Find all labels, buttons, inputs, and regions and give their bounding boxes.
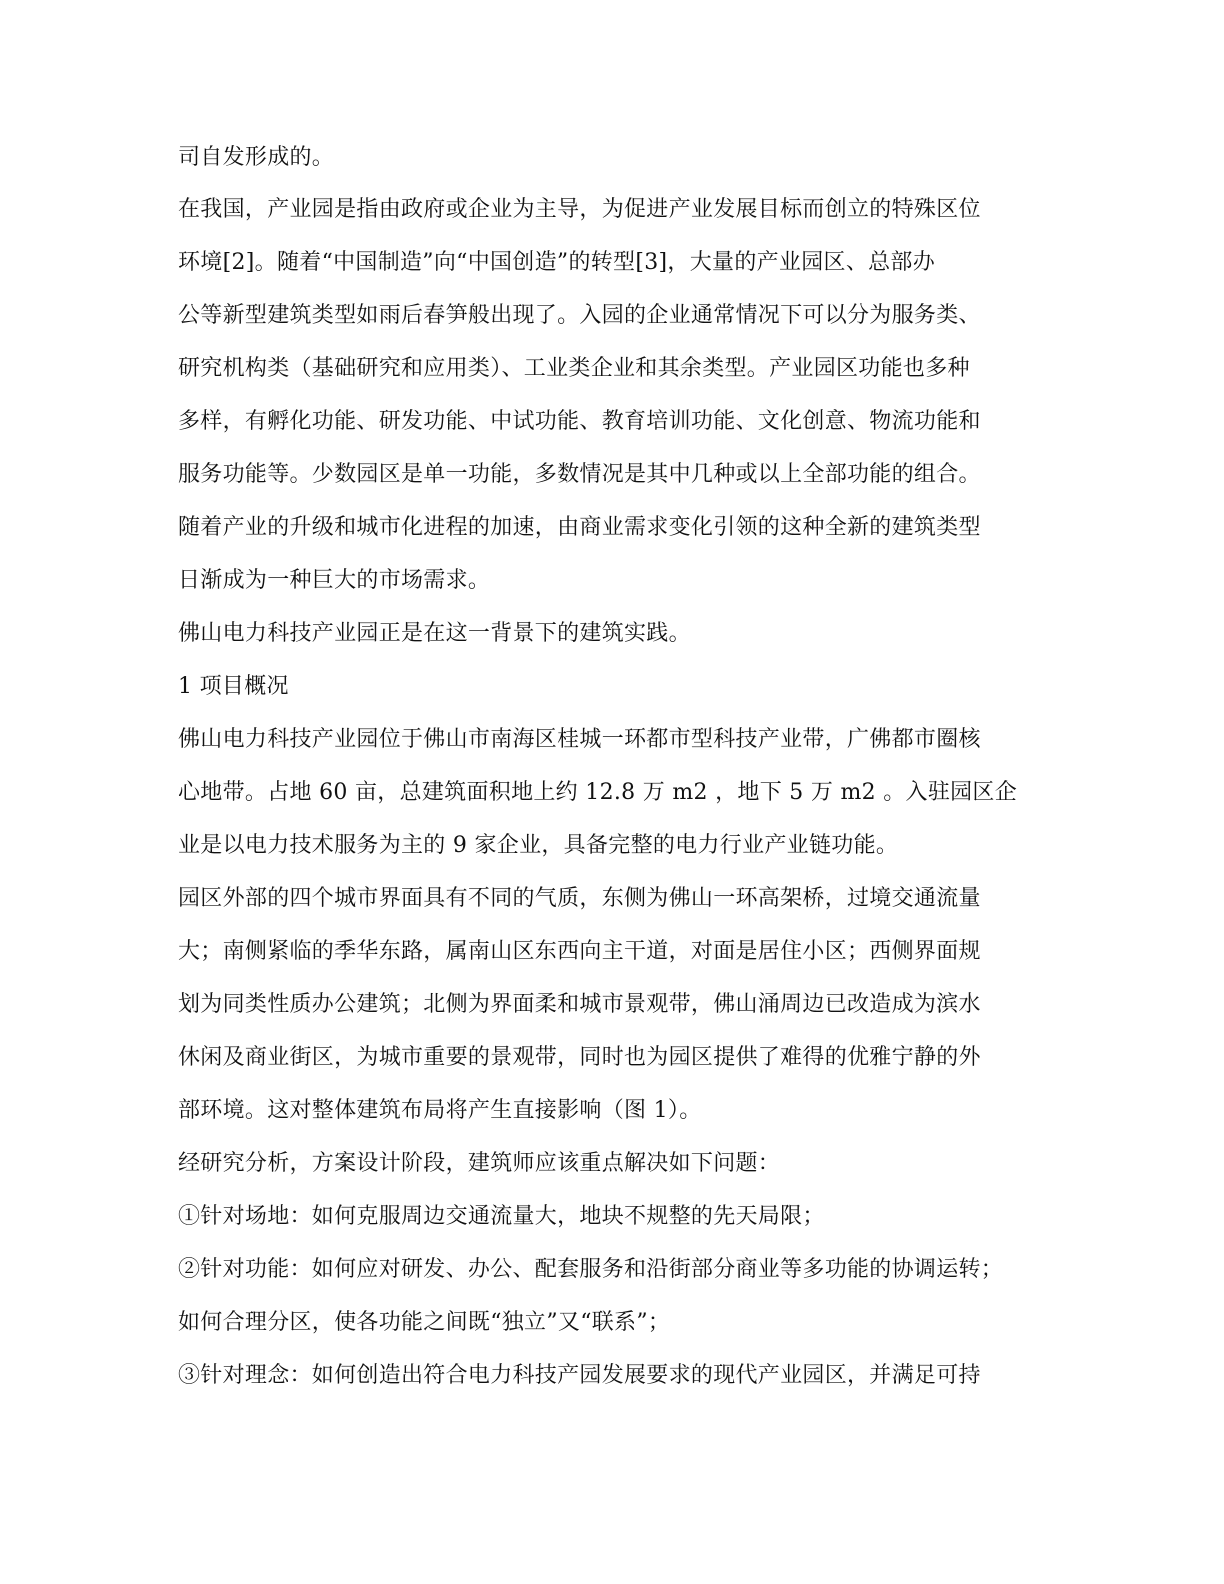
text-line: 司自发形成的。 — [178, 145, 335, 170]
text-line: 园区外部的四个城市界面具有不同的气质，东侧为佛山一环高架桥，过境交通流量 — [178, 886, 981, 911]
text-line: 佛山电力科技产业园正是在这一背景下的建筑实践。 — [178, 621, 691, 646]
text-line: 划为同类性质办公建筑；北侧为界面柔和城市景观带，佛山涌周边已改造成为滨水 — [178, 992, 981, 1017]
text-line: 在我国，产业园是指由政府或企业为主导，为促进产业发展目标而创立的特殊区位 — [178, 197, 981, 222]
text-line: 日渐成为一种巨大的市场需求。 — [178, 568, 491, 593]
text-line: 公等新型建筑类型如雨后春笋般出现了。入园的企业通常情况下可以分为服务类、 — [178, 303, 981, 328]
text-line: 佛山电力科技产业园位于佛山市南海区桂城一环都市型科技产业带，广佛都市圈核 — [178, 727, 981, 752]
text-line: 环境[2]。随着“中国制造”向“中国创造”的转型[3]，大量的产业园区、总部办 — [178, 250, 936, 275]
text-line: 服务功能等。少数园区是单一功能，多数情况是其中几种或以上全部功能的组合。 — [178, 462, 981, 487]
text-line: 大；南侧紧临的季华东路，属南山区东西向主干道，对面是居住小区；西侧界面规 — [178, 939, 981, 964]
text-line: ①针对场地：如何克服周边交通流量大，地块不规整的先天局限； — [178, 1204, 825, 1229]
text-line: 如何合理分区，使各功能之间既“独立”又“联系”； — [178, 1310, 671, 1335]
text-line: 休闲及商业街区，为城市重要的景观带，同时也为园区提供了难得的优雅宁静的外 — [178, 1045, 981, 1070]
text-line: 部环境。这对整体建筑布局将产生直接影响（图 1）。 — [178, 1098, 702, 1123]
text-line: 经研究分析，方案设计阶段，建筑师应该重点解决如下问题： — [178, 1151, 781, 1176]
text-line: 研究机构类（基础研究和应用类）、工业类企业和其余类型。产业园区功能也多种 — [178, 356, 970, 381]
text-line: 随着产业的升级和城市化进程的加速，由商业需求变化引领的这种全新的建筑类型 — [178, 515, 981, 540]
text-line: ②针对功能：如何应对研发、办公、配套服务和沿街部分商业等多功能的协调运转； — [178, 1257, 1004, 1282]
text-line: ③针对理念：如何创造出符合电力科技产园发展要求的现代产业园区，并满足可持 — [178, 1363, 981, 1388]
text-line: 心地带。占地 60 亩，总建筑面积地上约 12.8 万 m2 ，地下 5 万 m2 。入驻园区企 — [178, 780, 1018, 805]
text-line: 多样，有孵化功能、研发功能、中试功能、教育培训功能、文化创意、物流功能和 — [178, 409, 981, 434]
text-line: 业是以电力技术服务为主的 9 家企业，具备完整的电力行业产业链功能。 — [178, 833, 899, 858]
section-heading: 1 项目概况 — [178, 674, 289, 699]
